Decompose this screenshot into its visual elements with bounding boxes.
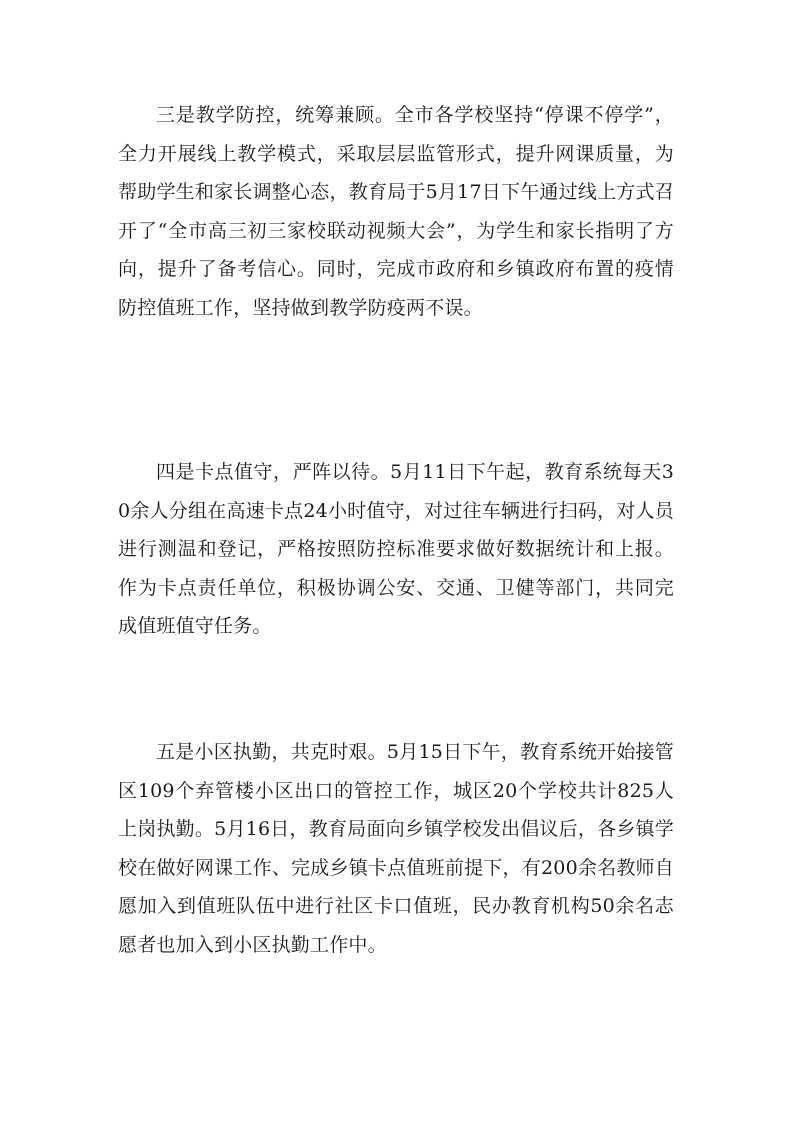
paragraph-checkpoint-duty: 四是卡点值守，严阵以待。5月11日下午起，教育系统每天30余人分组在高速卡点24小时值守，对过往车辆进行扫码，对人员进行测温和登记，严格按照防控标准要求做好数据统计和上报。作为卡点责任单位，积极协调公安、交通、卫健等部门，共同完成值班值守任务。 bbox=[118, 461, 674, 637]
paragraph-teaching-prevention: 三是教学防控，统筹兼顾。全市各学校坚持“停课不停学”，全力开展线上教学模式，采取层层监管形式，提升网课质量，为帮助学生和家长调整心态，教育局于5月17日下午通过线上方式召开了“全市高三初三家校联动视频大会”，为学生和家长指明了方向，提升了备考信心。同时，完成市政府和乡镇政府布置的疫情防控值班工作，坚持做到教学防疫两不误。 bbox=[118, 104, 674, 319]
paragraph-community-duty: 五是小区执勤，共克时艰。5月15日下午，教育系统开始接管区109个弃管楼小区出口的管控工作，城区20个学校共计825人上岗执勤。5月16日，教育局面向乡镇学校发出倡议后，各乡镇学校在做好网课工作、完成乡镇卡点值班前提下，有200余名教师自愿加入到值班队伍中进行社区卡口值班，民办教育机构50余名志愿者也加入到小区执勤工作中。 bbox=[118, 741, 674, 956]
